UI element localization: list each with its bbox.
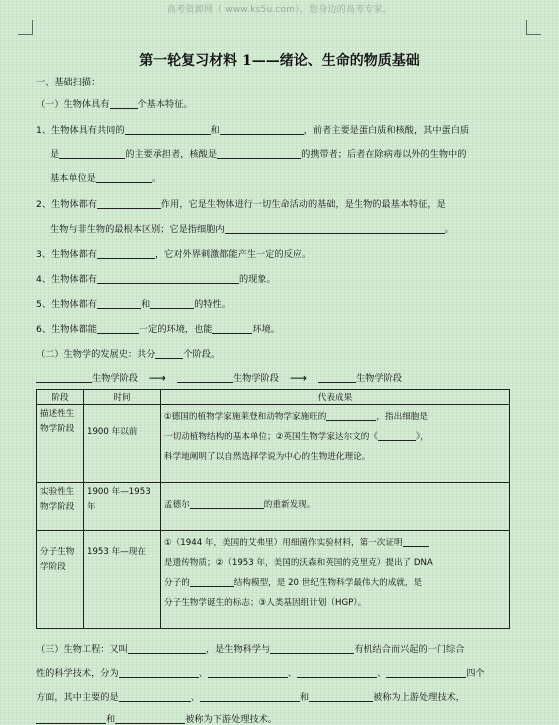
text: 和 bbox=[140, 299, 151, 310]
item-1-line-1 bbox=[36, 122, 469, 136]
item-6 bbox=[36, 321, 280, 335]
text: 和 bbox=[106, 714, 116, 725]
text: 有机结合而兴起的一门综合 bbox=[354, 644, 465, 655]
fill-blank[interactable] bbox=[403, 536, 429, 547]
time-cell: 1900 年—1953 年 bbox=[84, 483, 161, 531]
text: ，指出细胞是 bbox=[376, 412, 428, 422]
fill-blank[interactable] bbox=[190, 576, 234, 587]
text: 的携带者；后者在除病毒以外的生物中的 bbox=[301, 149, 467, 160]
item-5 bbox=[36, 296, 231, 310]
text: 方面，其中主要的是 bbox=[36, 692, 119, 703]
corner-mark-right bbox=[526, 20, 541, 35]
text: 被称为下游处理技术。 bbox=[185, 714, 278, 725]
text: 3、生物体都有 bbox=[36, 249, 97, 260]
achievement-line bbox=[164, 533, 506, 553]
text: 基本单位是 bbox=[50, 173, 96, 184]
table-row bbox=[37, 405, 510, 483]
fill-blank[interactable] bbox=[217, 148, 301, 159]
fill-blank[interactable] bbox=[155, 348, 183, 359]
text: （三）生物工程：又叫 bbox=[36, 644, 128, 655]
fill-blank[interactable] bbox=[220, 124, 304, 135]
item-4 bbox=[36, 271, 276, 285]
achievement-cell bbox=[161, 405, 510, 483]
fill-blank[interactable] bbox=[128, 643, 206, 654]
fill-blank[interactable] bbox=[200, 691, 300, 702]
text: 四个 bbox=[466, 668, 485, 679]
fill-blank[interactable] bbox=[318, 372, 356, 383]
text: ①（1944 年，美国的艾弗里）用细菌作实验材料，第一次证明 bbox=[164, 538, 403, 548]
subsection-two bbox=[36, 346, 220, 360]
text: 和 bbox=[299, 692, 310, 703]
text: 环境。 bbox=[252, 324, 281, 335]
text: （二）生物学的发展史：共分 bbox=[36, 349, 156, 360]
stage-label: 生物学阶段 bbox=[355, 373, 402, 384]
stage-cell bbox=[37, 531, 84, 629]
header-time: 时间 bbox=[84, 390, 161, 405]
fill-blank[interactable] bbox=[190, 498, 264, 509]
fill-blank[interactable] bbox=[177, 372, 233, 383]
achievement-line bbox=[164, 407, 506, 427]
time-cell bbox=[84, 405, 161, 483]
header-stage: 阶段 bbox=[37, 390, 84, 405]
text: ，前者主要是蛋白质和核酸，其中蛋白质 bbox=[303, 125, 470, 136]
stage-label: 生物学阶段 bbox=[232, 373, 279, 384]
item-1-line-3 bbox=[50, 170, 161, 184]
achievement-line bbox=[164, 495, 506, 515]
text: 》， bbox=[415, 432, 429, 442]
text: 个基本特征。 bbox=[137, 99, 193, 110]
subsection-three-line-3: 方面，其中主要的是 、 和 被称为上游处理技术， bbox=[36, 692, 465, 703]
text: ，是生物科学与 bbox=[205, 644, 271, 655]
corner-mark-left bbox=[18, 20, 33, 35]
stage-cell: 描述性生物学阶段 bbox=[37, 405, 84, 483]
fill-blank[interactable] bbox=[96, 172, 152, 183]
fill-blank[interactable] bbox=[36, 372, 92, 383]
text: 作用，它是生物体进行一切生命活动的基础，是生物的最基本特征，是 bbox=[160, 199, 446, 210]
fill-blank[interactable] bbox=[326, 410, 376, 421]
fill-blank[interactable] bbox=[97, 273, 239, 284]
text: 个阶段。 bbox=[183, 349, 221, 360]
section-heading-basics: 一、基础扫描： bbox=[36, 77, 101, 88]
item-1-line-2 bbox=[50, 146, 466, 160]
fill-blank[interactable] bbox=[386, 667, 466, 678]
fill-blank[interactable] bbox=[212, 323, 252, 334]
fill-blank[interactable] bbox=[208, 667, 288, 678]
text: 孟德尔 bbox=[164, 500, 190, 510]
achievement-line: 科学地阐明了以自然选择学说为中心的生物进化理论。 bbox=[164, 452, 371, 462]
item-3 bbox=[36, 246, 311, 260]
text: 和 bbox=[210, 125, 220, 136]
text: 1、生物体具有共同的 bbox=[36, 125, 125, 136]
text: 的主要承担者，核酸是 bbox=[125, 149, 218, 160]
achievement-cell bbox=[161, 483, 510, 531]
time-text: 1900 年以前 bbox=[87, 427, 138, 437]
item-2-line-2 bbox=[50, 221, 454, 235]
fill-blank[interactable] bbox=[270, 643, 354, 654]
text: 结构模型，是 20 世纪生物科学最伟大的成就，是 bbox=[233, 578, 423, 588]
subsection-one bbox=[36, 96, 193, 110]
item-2-line-1 bbox=[36, 196, 446, 210]
text: 2、生物体都有 bbox=[36, 199, 97, 210]
arrow-right-icon: ⟶ bbox=[148, 371, 167, 385]
arrow-right-icon: ⟶ bbox=[289, 371, 308, 385]
subsection-three-line-2: 性的科学技术，分为 、 、 、 四个 bbox=[36, 668, 485, 679]
achievement-line bbox=[164, 427, 506, 447]
fill-blank[interactable] bbox=[97, 323, 139, 334]
text: 一定的环境，也能 bbox=[138, 324, 213, 335]
text: （一）生物体具有 bbox=[36, 99, 110, 110]
subsection-three-line-1 bbox=[36, 641, 464, 655]
table-row bbox=[37, 483, 510, 531]
fill-blank[interactable] bbox=[119, 691, 191, 702]
text: 生物与非生物的最根本区别；它是指细胞内 bbox=[50, 224, 225, 235]
fill-blank[interactable] bbox=[110, 98, 138, 109]
text: 被称为上游处理技术， bbox=[373, 692, 465, 703]
table-row bbox=[37, 531, 510, 629]
achievement-cell bbox=[161, 531, 510, 629]
fill-blank[interactable] bbox=[97, 198, 161, 209]
fill-blank[interactable] bbox=[119, 667, 199, 678]
text: ①德国的植物学家施莱登和动物学家施旺的 bbox=[164, 412, 327, 422]
text: 分子的 bbox=[164, 578, 190, 588]
stage-cell: 实验性生物学阶段 bbox=[37, 483, 84, 531]
subsection-three-line-4 bbox=[36, 711, 277, 725]
text: 6、生物体都能 bbox=[36, 324, 97, 335]
achievement-line bbox=[164, 573, 506, 593]
fill-blank[interactable] bbox=[378, 430, 416, 441]
achievement-line: 是遗传物质；②（1953 年，美国的沃森和英国的克里克）提出了 DNA bbox=[164, 558, 433, 568]
fill-blank[interactable] bbox=[297, 667, 377, 678]
text: 的现象。 bbox=[238, 274, 276, 285]
time-text: 1953 年—现在 bbox=[87, 547, 146, 557]
achievement-line: 分子生物学诞生的标志；③人类基因组计划（HGP）。 bbox=[164, 598, 367, 608]
text: 性的科学技术，分为 bbox=[36, 668, 119, 679]
table-header-row bbox=[37, 390, 510, 405]
fill-blank[interactable] bbox=[309, 691, 373, 702]
fill-blank[interactable] bbox=[97, 298, 141, 309]
header-achievements: 代表成果 bbox=[161, 390, 510, 405]
text: ，它对外界刺激都能产生一定的反应。 bbox=[154, 249, 312, 260]
text: 的重新发现。 bbox=[263, 500, 316, 510]
document-title: 第一轮复习材料 1——绪论、生命的物质基础 bbox=[139, 53, 420, 69]
stage-sequence bbox=[36, 370, 402, 385]
time-cell bbox=[84, 531, 161, 629]
text: 的特性。 bbox=[194, 299, 231, 310]
fill-blank[interactable] bbox=[97, 248, 155, 259]
text: 是 bbox=[50, 149, 60, 160]
biology-history-table bbox=[36, 389, 510, 629]
text: 。 bbox=[444, 224, 454, 235]
fill-blank[interactable] bbox=[59, 148, 125, 159]
fill-blank[interactable] bbox=[115, 713, 185, 724]
fill-blank[interactable] bbox=[150, 298, 194, 309]
text: 一切动植物结构的基本单位；②英国生物学家达尔文的《 bbox=[164, 432, 378, 442]
text: 。 bbox=[151, 173, 162, 184]
stage-text: 分子生物学阶段 bbox=[40, 547, 75, 572]
fill-blank[interactable] bbox=[125, 124, 211, 135]
watermark: 高考资源网（ www.ks5u.com），您身边的高考专家。 bbox=[167, 5, 392, 15]
fill-blank[interactable] bbox=[36, 713, 106, 724]
text: 4、生物体都有 bbox=[36, 274, 97, 285]
text: 5、生物体都有 bbox=[36, 299, 97, 310]
stage-label: 生物学阶段 bbox=[92, 373, 138, 384]
fill-blank[interactable] bbox=[225, 223, 445, 234]
